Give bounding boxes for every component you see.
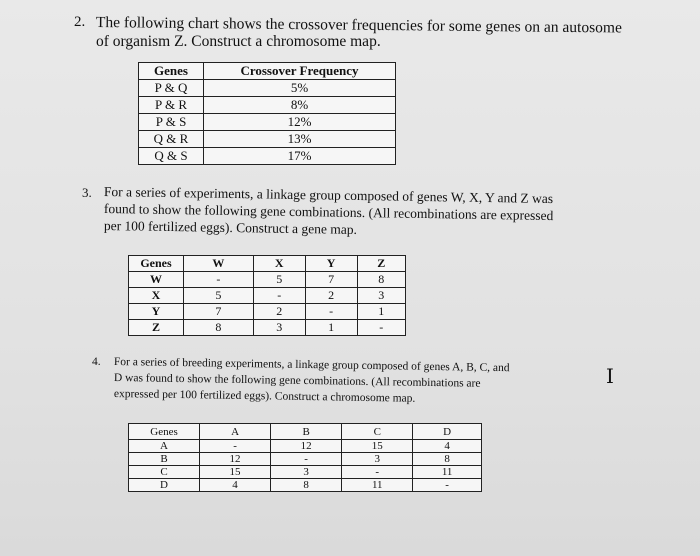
q4-gene-combination-table xyxy=(128,423,482,492)
table-row xyxy=(139,97,396,114)
value-cell: - xyxy=(305,304,357,320)
table-row xyxy=(129,272,406,288)
frequency-cell: 12% xyxy=(204,114,396,131)
value-cell: 2 xyxy=(305,288,357,304)
header-gene: B xyxy=(271,424,342,440)
row-gene-label: B xyxy=(129,453,200,466)
value-cell: - xyxy=(253,288,305,304)
value-cell: - xyxy=(184,272,254,288)
table-row xyxy=(139,148,396,165)
q4-prompt-line2: D was found to show the following gene combinations. (All recombinations are xyxy=(113,372,481,390)
value-cell: 4 xyxy=(413,440,482,453)
header-genes: Genes xyxy=(129,424,200,440)
table-row xyxy=(129,479,482,492)
header-gene: X xyxy=(253,256,305,272)
value-cell: 5 xyxy=(253,272,305,288)
gene-pair-cell: P & Q xyxy=(139,80,204,97)
frequency-cell: 17% xyxy=(204,148,396,165)
value-cell: 15 xyxy=(342,440,413,453)
header-gene: Y xyxy=(305,256,357,272)
value-cell: 3 xyxy=(253,320,305,336)
row-gene-label: D xyxy=(129,479,200,492)
table-row xyxy=(129,440,482,453)
gene-pair-cell: Q & S xyxy=(139,148,204,165)
header-genes: Genes xyxy=(129,256,184,272)
value-cell: 2 xyxy=(253,304,305,320)
value-cell: 1 xyxy=(357,304,405,320)
header-gene: D xyxy=(413,424,482,440)
q3-gene-combination-table xyxy=(128,255,406,336)
header-gene: Z xyxy=(357,256,405,272)
row-gene-label: X xyxy=(129,288,184,304)
value-cell: - xyxy=(357,320,405,336)
gene-pair-cell: Q & R xyxy=(139,131,204,148)
table-row xyxy=(139,80,396,97)
value-cell: 11 xyxy=(342,479,413,492)
value-cell: 15 xyxy=(200,466,271,479)
value-cell: 3 xyxy=(342,453,413,466)
header-gene: A xyxy=(200,424,271,440)
gene-pair-cell: P & R xyxy=(139,97,204,114)
row-gene-label: Y xyxy=(129,304,184,320)
table-row xyxy=(129,466,482,479)
table-header-row xyxy=(139,63,396,80)
table-row xyxy=(129,320,406,336)
q4-prompt-line1: For a series of breeding experiments, a linkage group composed of genes A, B, C, and xyxy=(113,356,510,375)
table-row xyxy=(129,453,482,466)
value-cell: 3 xyxy=(357,288,405,304)
value-cell: 8 xyxy=(413,453,482,466)
row-gene-label: W xyxy=(129,272,184,288)
value-cell: 4 xyxy=(200,479,271,492)
table-row xyxy=(129,288,406,304)
q2-crossover-table xyxy=(138,62,396,165)
value-cell: - xyxy=(200,440,271,453)
q3-number: 3. xyxy=(82,185,92,200)
value-cell: 11 xyxy=(413,466,482,479)
value-cell: 5 xyxy=(184,288,254,304)
table-row xyxy=(139,131,396,148)
value-cell: - xyxy=(271,453,342,466)
value-cell: 8 xyxy=(184,320,254,336)
q4-prompt-line3: expressed per 100 fertilized eggs). Construct a chromosome map. xyxy=(113,388,416,405)
q3-prompt-line2: found to show the following gene combinations. (All recombinations are expressed xyxy=(103,201,554,224)
value-cell: 3 xyxy=(271,466,342,479)
row-gene-label: Z xyxy=(129,320,184,336)
value-cell: 8 xyxy=(271,479,342,492)
value-cell: 12 xyxy=(271,440,342,453)
table-header-row xyxy=(129,424,482,440)
table-row xyxy=(129,304,406,320)
table-header-row xyxy=(129,256,406,272)
header-crossover-frequency: Crossover Frequency xyxy=(204,63,396,80)
q3-prompt-line3: per 100 fertilized eggs). Construct a gene map. xyxy=(103,218,358,237)
row-gene-label: A xyxy=(129,440,200,453)
header-genes: Genes xyxy=(139,63,204,80)
text-cursor-icon: I xyxy=(606,364,614,388)
header-gene: W xyxy=(184,256,254,272)
value-cell: 7 xyxy=(305,272,357,288)
gene-pair-cell: P & S xyxy=(139,114,204,131)
value-cell: 7 xyxy=(184,304,254,320)
value-cell: 1 xyxy=(305,320,357,336)
q2-number: 2. xyxy=(74,14,86,30)
q3-prompt-line1: For a series of experiments, a linkage group composed of genes W, X, Y and Z was xyxy=(103,184,554,207)
row-gene-label: C xyxy=(129,466,200,479)
value-cell: - xyxy=(413,479,482,492)
q2-prompt-line1: The following chart shows the crossover frequencies for some genes on an autosome xyxy=(95,14,622,37)
value-cell: 8 xyxy=(357,272,405,288)
frequency-cell: 8% xyxy=(204,97,396,114)
value-cell: - xyxy=(342,466,413,479)
frequency-cell: 5% xyxy=(204,80,396,97)
value-cell: 12 xyxy=(200,453,271,466)
q4-number: 4. xyxy=(92,356,101,368)
q2-prompt-line2: of organism Z. Construct a chromosome map. xyxy=(96,33,381,50)
frequency-cell: 13% xyxy=(204,131,396,148)
header-gene: C xyxy=(342,424,413,440)
table-row xyxy=(139,114,396,131)
